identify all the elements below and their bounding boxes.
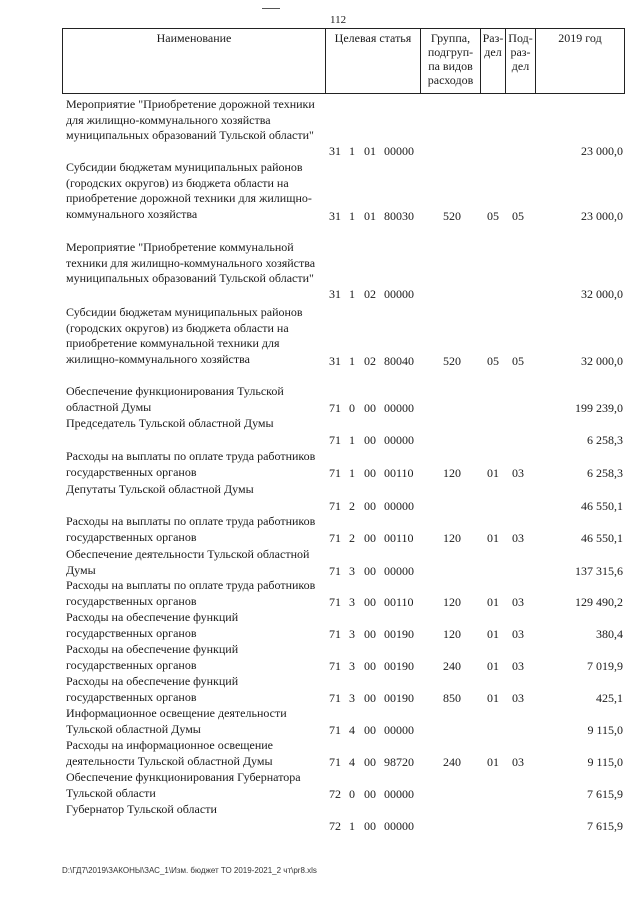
target-event: 00 — [364, 400, 376, 415]
table-row — [0, 642, 640, 674]
header-name: Наименование — [63, 29, 326, 94]
target-program: 71 — [329, 432, 341, 447]
target-event: 02 — [364, 353, 376, 368]
amount-2019: 6 258,3 — [587, 432, 623, 447]
amount-2019: 32 000,0 — [581, 353, 623, 368]
amount-2019: 425,1 — [596, 690, 623, 705]
header-target-article: Целевая статья — [326, 29, 421, 94]
target-subprogram: 0 — [349, 400, 355, 415]
amount-2019: 7 615,9 — [587, 818, 623, 833]
razdel-code: 01 — [487, 530, 499, 545]
razdel-code: 01 — [487, 626, 499, 641]
podrazdel-code: 03 — [512, 465, 524, 480]
amount-2019: 9 115,0 — [587, 754, 623, 769]
target-program: 71 — [329, 400, 341, 415]
razdel-code: 01 — [487, 465, 499, 480]
table-row — [0, 610, 640, 642]
target-subprogram: 3 — [349, 690, 355, 705]
scan-mark — [262, 8, 280, 9]
page-number: 112 — [330, 14, 347, 26]
amount-2019: 9 115,0 — [587, 722, 623, 737]
podrazdel-code: 03 — [512, 754, 524, 769]
expense-group: 520 — [443, 353, 461, 368]
target-subprogram: 4 — [349, 722, 355, 737]
table-row — [0, 97, 640, 159]
target-event: 02 — [364, 286, 376, 301]
footer-file-path: D:\ГД7\2019\ЗАКОНЫ\ЗАС_1\Изм. бюджет ТО 2019-2021_2 чт\pr8.xls — [62, 866, 317, 875]
expense-group: 850 — [443, 690, 461, 705]
row-name: Субсидии бюджетам муниципальных районов (городских округов) из бюджета области на приобретение коммунальной техники для жилищно-коммунального хозяйства — [66, 305, 303, 366]
amount-2019: 23 000,0 — [581, 143, 623, 158]
target-program: 71 — [329, 530, 341, 545]
amount-2019: 32 000,0 — [581, 286, 623, 301]
row-name: Губернатор Тульской области — [66, 802, 217, 816]
expense-group: 120 — [443, 530, 461, 545]
razdel-code: 01 — [487, 690, 499, 705]
table-row — [0, 482, 640, 514]
target-program: 71 — [329, 754, 341, 769]
podrazdel-code: 03 — [512, 658, 524, 673]
target-program: 71 — [329, 690, 341, 705]
table-row — [0, 770, 640, 802]
razdel-code: 01 — [487, 754, 499, 769]
target-subprogram: 3 — [349, 658, 355, 673]
amount-2019: 137 315,6 — [575, 563, 623, 578]
target-program: 71 — [329, 594, 341, 609]
target-program: 72 — [329, 786, 341, 801]
target-code: 00190 — [384, 626, 414, 641]
target-event: 00 — [364, 754, 376, 769]
table-row — [0, 384, 640, 416]
target-subprogram: 3 — [349, 626, 355, 641]
target-program: 71 — [329, 626, 341, 641]
row-name: Обеспечение функционирования Губернатора Тульской области — [66, 770, 301, 800]
target-subprogram: 2 — [349, 498, 355, 513]
target-subprogram: 1 — [349, 208, 355, 223]
target-code: 00000 — [384, 786, 414, 801]
target-subprogram: 1 — [349, 818, 355, 833]
row-name: Информационное освещение деятельности Тульской областной Думы — [66, 706, 287, 736]
row-name: Обеспечение деятельности Тульской областной Думы — [66, 547, 310, 577]
target-code: 00000 — [384, 432, 414, 447]
target-subprogram: 1 — [349, 286, 355, 301]
target-code: 80040 — [384, 353, 414, 368]
target-program: 71 — [329, 658, 341, 673]
header-podrazdel: Под-раз-дел — [506, 29, 536, 94]
table-row — [0, 802, 640, 834]
row-name: Председатель Тульской областной Думы — [66, 416, 274, 430]
header-group: Группа, подгруп-па видов расходов — [421, 29, 481, 94]
amount-2019: 6 258,3 — [587, 465, 623, 480]
row-name: Расходы на выплаты по оплате труда работников государственных органов — [66, 578, 316, 608]
expense-group: 120 — [443, 465, 461, 480]
target-code: 00110 — [384, 594, 414, 609]
target-subprogram: 0 — [349, 786, 355, 801]
target-subprogram: 1 — [349, 432, 355, 447]
target-event: 00 — [364, 594, 376, 609]
table-row — [0, 416, 640, 448]
target-subprogram: 2 — [349, 530, 355, 545]
target-event: 00 — [364, 690, 376, 705]
amount-2019: 380,4 — [596, 626, 623, 641]
target-subprogram: 3 — [349, 563, 355, 578]
table-row — [0, 449, 640, 481]
table-row — [0, 514, 640, 546]
target-code: 00000 — [384, 563, 414, 578]
target-event: 00 — [364, 563, 376, 578]
target-code: 00190 — [384, 690, 414, 705]
row-name: Мероприятие "Приобретение дорожной техники для жилищно-коммунального хозяйства муниципальных образований Тульской области" — [66, 97, 315, 142]
table-row — [0, 706, 640, 738]
target-event: 00 — [364, 432, 376, 447]
table-row — [0, 578, 640, 610]
row-name: Субсидии бюджетам муниципальных районов (городских округов) из бюджета области на приобретение дорожной техники для жилищно-коммунального хозяйства — [66, 160, 312, 221]
table-row — [0, 160, 640, 224]
podrazdel-code: 03 — [512, 626, 524, 641]
target-event: 00 — [364, 465, 376, 480]
target-code: 00000 — [384, 143, 414, 158]
table-row — [0, 305, 640, 369]
table-header — [62, 28, 625, 94]
amount-2019: 46 550,1 — [581, 530, 623, 545]
target-subprogram: 3 — [349, 594, 355, 609]
row-name: Расходы на обеспечение функций государственных органов — [66, 642, 239, 672]
expense-group: 240 — [443, 754, 461, 769]
target-event: 00 — [364, 626, 376, 641]
target-subprogram: 1 — [349, 465, 355, 480]
row-name: Расходы на обеспечение функций государственных органов — [66, 610, 239, 640]
target-code: 00000 — [384, 498, 414, 513]
target-code: 80030 — [384, 208, 414, 223]
table-row — [0, 738, 640, 770]
podrazdel-code: 03 — [512, 594, 524, 609]
target-event: 00 — [364, 658, 376, 673]
target-code: 98720 — [384, 754, 414, 769]
target-event: 00 — [364, 786, 376, 801]
target-program: 31 — [329, 208, 341, 223]
expense-group: 120 — [443, 594, 461, 609]
row-name: Мероприятие "Приобретение коммунальной техники для жилищно-коммунального хозяйства муниципальных образований Тульской области" — [66, 240, 316, 285]
expense-group: 520 — [443, 208, 461, 223]
target-subprogram: 4 — [349, 754, 355, 769]
target-code: 00000 — [384, 400, 414, 415]
target-program: 31 — [329, 143, 341, 158]
row-name: Депутаты Тульской областной Думы — [66, 482, 254, 496]
amount-2019: 23 000,0 — [581, 208, 623, 223]
target-program: 31 — [329, 286, 341, 301]
row-name: Расходы на информационное освещение деятельности Тульской областной Думы — [66, 738, 273, 768]
target-event: 00 — [364, 530, 376, 545]
razdel-code: 05 — [487, 353, 499, 368]
row-name: Расходы на выплаты по оплате труда работников государственных органов — [66, 449, 316, 479]
target-event: 00 — [364, 818, 376, 833]
table-row — [0, 547, 640, 579]
expense-group: 240 — [443, 658, 461, 673]
target-subprogram: 1 — [349, 143, 355, 158]
expense-group: 120 — [443, 626, 461, 641]
razdel-code: 01 — [487, 658, 499, 673]
target-code: 00000 — [384, 286, 414, 301]
podrazdel-code: 05 — [512, 353, 524, 368]
target-code: 00000 — [384, 818, 414, 833]
amount-2019: 129 490,2 — [575, 594, 623, 609]
target-program: 71 — [329, 498, 341, 513]
header-razdel: Раз-дел — [481, 29, 506, 94]
target-event: 00 — [364, 722, 376, 737]
row-name: Расходы на обеспечение функций государственных органов — [66, 674, 239, 704]
target-code: 00190 — [384, 658, 414, 673]
podrazdel-code: 03 — [512, 530, 524, 545]
amount-2019: 7 615,9 — [587, 786, 623, 801]
target-program: 71 — [329, 722, 341, 737]
podrazdel-code: 03 — [512, 690, 524, 705]
razdel-code: 05 — [487, 208, 499, 223]
target-subprogram: 1 — [349, 353, 355, 368]
target-code: 00110 — [384, 465, 414, 480]
target-code: 00110 — [384, 530, 414, 545]
amount-2019: 46 550,1 — [581, 498, 623, 513]
target-event: 00 — [364, 498, 376, 513]
table-row — [0, 674, 640, 706]
row-name: Обеспечение функционирования Тульской областной Думы — [66, 384, 284, 414]
table-row — [0, 240, 640, 302]
razdel-code: 01 — [487, 594, 499, 609]
amount-2019: 7 019,9 — [587, 658, 623, 673]
amount-2019: 199 239,0 — [575, 400, 623, 415]
target-event: 01 — [364, 208, 376, 223]
podrazdel-code: 05 — [512, 208, 524, 223]
target-program: 72 — [329, 818, 341, 833]
header-year: 2019 год — [536, 29, 625, 94]
row-name: Расходы на выплаты по оплате труда работников государственных органов — [66, 514, 316, 544]
target-program: 71 — [329, 563, 341, 578]
target-code: 00000 — [384, 722, 414, 737]
target-program: 31 — [329, 353, 341, 368]
target-event: 01 — [364, 143, 376, 158]
target-program: 71 — [329, 465, 341, 480]
